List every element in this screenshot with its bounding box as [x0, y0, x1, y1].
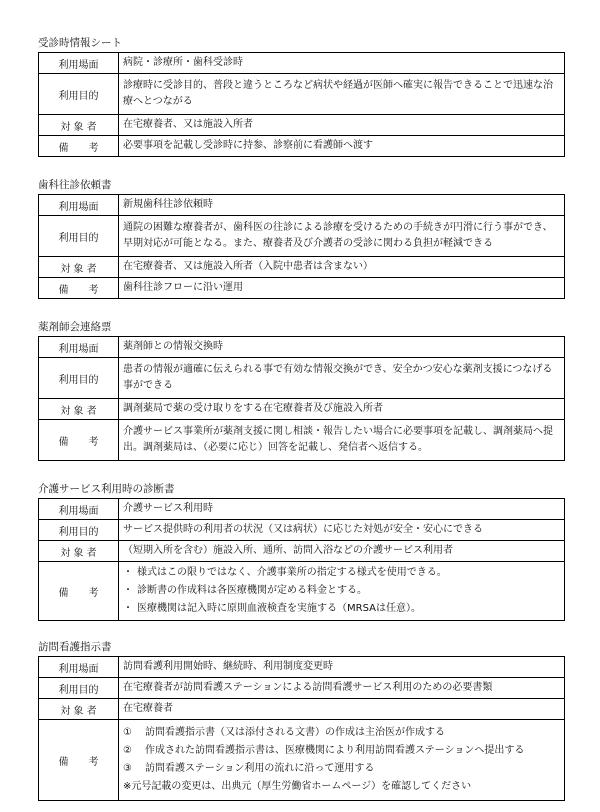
- list-item-text: 作成された訪問看護指示書は、医療機関により利用訪問看護ステーションへ提出する: [145, 745, 525, 756]
- section-care-service-medical-certificate: [38, 482, 565, 621]
- label-purpose: 利用目的: [39, 216, 119, 257]
- label-target: 対 象 者: [39, 115, 119, 136]
- value-remarks-list: [119, 720, 565, 801]
- label-target: 対 象 者: [39, 257, 119, 278]
- label-remarks: 備 考: [39, 136, 119, 157]
- value-purpose: 在宅療養者が訪問看護ステーションによる訪問看護サービス利用のための必要書類: [119, 678, 565, 699]
- list-item: [123, 760, 560, 778]
- section-home-nursing-instruction: [38, 640, 565, 801]
- value-remarks: 歯科往診フローに沿い運用: [119, 278, 565, 299]
- value-purpose: 患者の情報が適確に伝えられる事で有効な情報交換ができ、安全かつ安心な薬剤支援につなげる事ができる: [119, 358, 565, 399]
- section-title: 薬剤師会連絡票: [38, 321, 112, 333]
- info-table: [38, 336, 565, 461]
- value-scene: 訪問看護利用開始時、継続時、利用制度変更時: [119, 657, 565, 678]
- section-title: 歯科往診依頼書: [38, 179, 112, 191]
- circled-number-2-icon: ②: [123, 745, 132, 756]
- list-item: [123, 564, 560, 582]
- info-table: [38, 656, 565, 801]
- label-purpose: 利用目的: [39, 520, 119, 541]
- label-scene: 利用場面: [39, 499, 119, 520]
- label-remarks: 備 考: [39, 278, 119, 299]
- value-target: 調剤薬局で薬の受け取りをする在宅療養者及び施設入所者: [119, 399, 565, 420]
- label-purpose: 利用目的: [39, 678, 119, 699]
- value-remarks: 介護サービス事業所が薬剤支援に関し相談・報告したい場合に必要事項を記載し、調剤薬局へ提出。調剤薬局は、（必要に応じ）回答を記載し、発信者へ返信する。: [119, 420, 565, 461]
- note-line: [123, 778, 560, 796]
- value-purpose: サービス提供時の利用者の状況（又は病状）に応じた対処が安全・安心にできる: [119, 520, 565, 541]
- info-table: [38, 498, 565, 621]
- label-remarks: 備 考: [39, 562, 119, 621]
- label-target: 対 象 者: [39, 541, 119, 562]
- value-target: 在宅療養者、又は施設入所者（入院中患者は含まない）: [119, 257, 565, 278]
- label-scene: 利用場面: [39, 53, 119, 74]
- list-item: [123, 724, 560, 742]
- bullet-icon: ・: [123, 603, 133, 614]
- list-item-text: 診断書の作成料は各医療機関が定める料金とする。: [137, 585, 367, 596]
- value-scene: 薬剤師との情報交換時: [119, 337, 565, 358]
- list-item: [123, 742, 560, 760]
- label-remarks: 備 考: [39, 720, 119, 801]
- value-scene: 新規歯科往診依頼時: [119, 195, 565, 216]
- circled-number-3-icon: ③: [123, 763, 132, 774]
- label-scene: 利用場面: [39, 657, 119, 678]
- list-item-text: 訪問看護ステーション利用の流れに沿って運用する: [145, 763, 375, 774]
- value-target: 在宅療養者: [119, 699, 565, 720]
- circled-number-1-icon: ①: [123, 727, 132, 738]
- bullet-icon: ・: [123, 585, 133, 596]
- note-text: ※元号記載の変更は、出典元（厚生労働省ホームページ）を確認してください: [123, 781, 472, 792]
- label-purpose: 利用目的: [39, 74, 119, 115]
- label-target: 対 象 者: [39, 699, 119, 720]
- label-purpose: 利用目的: [39, 358, 119, 399]
- section-dental-visit-request: [38, 178, 565, 299]
- label-scene: 利用場面: [39, 195, 119, 216]
- info-table: [38, 52, 565, 157]
- value-remarks: 必要事項を記載し受診時に持参、診察前に看護師へ渡す: [119, 136, 565, 157]
- label-remarks: 備 考: [39, 420, 119, 461]
- value-scene: 介護サービス利用時: [119, 499, 565, 520]
- label-target: 対 象 者: [39, 399, 119, 420]
- value-scene: 病院・診療所・歯科受診時: [119, 53, 565, 74]
- value-target: 在宅療養者、又は施設入所者: [119, 115, 565, 136]
- section-consultation-info-sheet: [38, 36, 565, 157]
- section-title: 受診時情報シート: [38, 37, 122, 49]
- value-remarks-list: [119, 562, 565, 621]
- list-item: [123, 600, 560, 618]
- list-item: [123, 582, 560, 600]
- section-title: 訪問看護指示書: [38, 641, 112, 653]
- value-purpose: 通院の困難な療養者が、歯科医の往診による診療を受けるための手続きが円滑に行う事ができ、早期対応が可能となる。また、療養者及び介護者の受診に関わる負担が軽減できる: [119, 216, 565, 257]
- label-scene: 利用場面: [39, 337, 119, 358]
- list-item-text: 訪問看護指示書（又は添付される文書）の作成は主治医が作成する: [145, 727, 445, 738]
- section-pharmacist-contact-form: [38, 320, 565, 461]
- section-title: 介護サービス利用時の診断書: [38, 483, 175, 495]
- value-purpose: 診療時に受診目的、普段と違うところなど病状や経過が医師へ確実に報告できることで迅速な治療へとつながる: [119, 74, 565, 115]
- info-table: [38, 194, 565, 299]
- bullet-icon: ・: [123, 567, 133, 578]
- list-item-text: 医療機関は記入時に原則血液検査を実施する（MRSAは任意）。: [137, 603, 421, 614]
- value-target: （短期入所を含む）施設入所、通所、訪問入浴などの介護サービス利用者: [119, 541, 565, 562]
- list-item-text: 様式はこの限りではなく、介護事業所の指定する様式を使用できる。: [137, 567, 447, 578]
